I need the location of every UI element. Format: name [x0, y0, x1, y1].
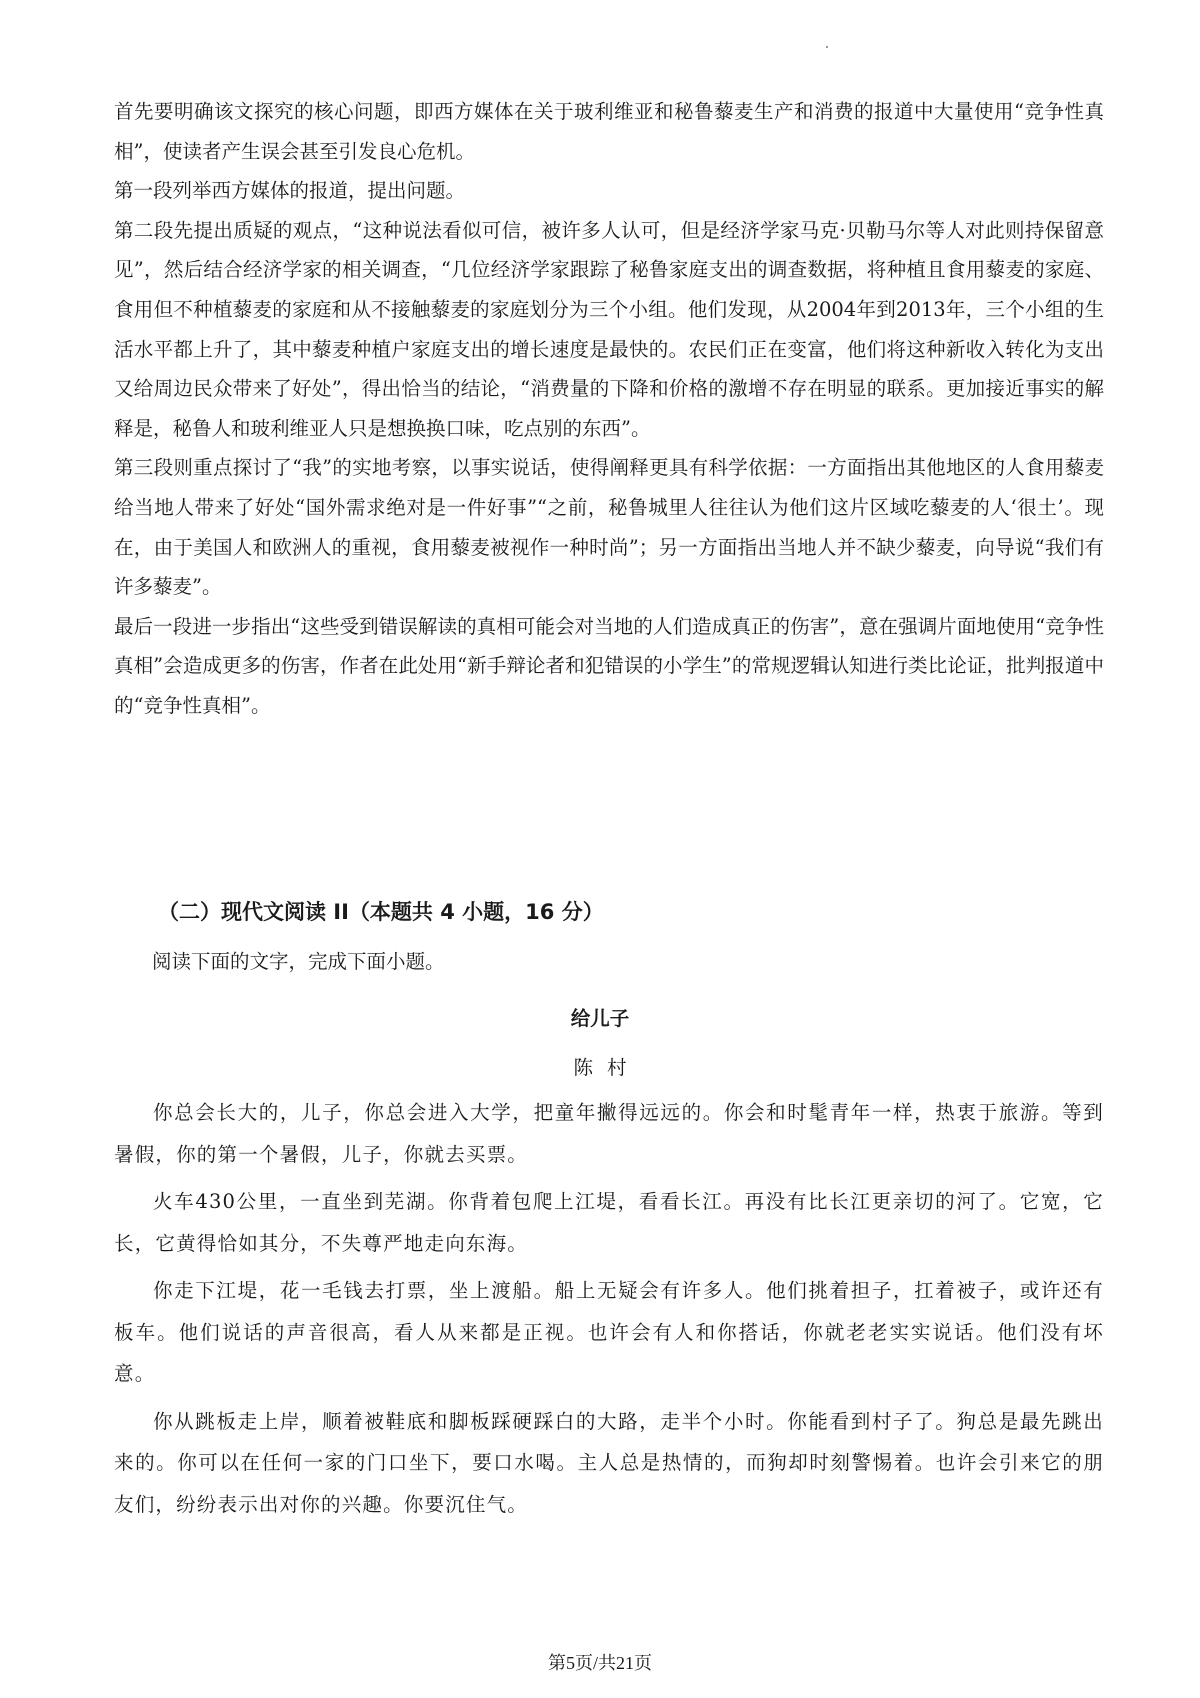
essay-paragraph: 你总会长大的，儿子，你总会进入大学，把童年撇得远远的。你会和时髦青年一样，热衷于旅游。等到暑假，你的第一个暑假，儿子，你就去买票。 — [114, 1101, 1104, 1166]
section-heading: （二）现代文阅读 II（本题共 4 小题，16 分） — [158, 900, 604, 924]
essay-author: 陈村 — [573, 1056, 641, 1079]
essay-body — [114, 1092, 1104, 1531]
essay-paragraph: 你走下江堤，花一毛钱去打票，坐上渡船。船上无疑会有许多人。他们挑着担子，扛着被子，或许还有板车。他们说话的声音很高，看人从来都是正视。也许会有人和你搭话，你就老老实实说话。他们没有坏意。 — [114, 1279, 1104, 1385]
analysis-paragraph: 最后一段进一步指出“这些受到错误解读的真相可能会对当地的人们造成真正的伤害”，意在强调片面地使用“竞争性真相”会造成更多的伤害，作者在此处用“新手辩论者和犯错误的小学生”的常规逻辑认知进行类比论证，批判报道中的“竞争性真相”。 — [114, 614, 1104, 717]
analysis-paragraph: 第二段先提出质疑的观点，“这种说法看似可信，被许多人认可，但是经济学家马克·贝勒马尔等人对此则持保留意见”，然后结合经济学家的相关调查，“几位经济学家跟踪了秘鲁家庭支出的调查数据，将种植且食用藜麦的家庭、食用但不种植藜麦的家庭和从不接触藜麦的家庭划分为三个小组。他们发现，从2004年到2013年，三个小组的生活水平都上升了，其中藜麦种植户家庭支出的增长速度是最快的。农民们正在变富，他们将这种新收入转化为支出又给周边民众带来了好处”，得出恰当的结论，“消费量的下降和价格的激增不存在明显的联系。更加接近事实的解释是，秘鲁人和玻利维亚人只是想换换口味，吃点别的东西”。 — [114, 218, 1104, 440]
analysis-paragraph: 首先要明确该文探究的核心问题，即西方媒体在关于玻利维亚和秘鲁藜麦生产和消费的报道中大量使用“竞争性真相”，使读者产生误会甚至引发良心危机。 — [114, 100, 1104, 163]
analysis-paragraph: 第三段则重点探讨了“我”的实地考察，以事实说话，使得阐释更具有科学依据：一方面指出其他地区的人食用藜麦给当地人带来了好处“国外需求绝对是一件好事”“之前，秘鲁城里人往往认为他们这片区域吃藜麦的人‘很土’。现在，由于美国人和欧洲人的重视，食用藜麦被视作一种时尚”；另一方面指出当地人并不缺少藜麦，向导说“我们有许多藜麦”。 — [114, 456, 1104, 599]
reading-instruction: 阅读下面的文字，完成下面小题。 — [152, 950, 445, 973]
answer-analysis — [114, 92, 1104, 726]
essay-paragraph: 你从跳板走上岸，顺着被鞋底和脚板踩硬踩白的大路，走半个小时。你能看到村子了。狗总是最先跳出来的。你可以在任何一家的门口坐下，要口水喝。主人总是热情的，而狗却时刻警惕着。也许会引来它的朋友们，纷纷表示出对你的兴趣。你要沉住气。 — [114, 1409, 1104, 1516]
scan-speck — [826, 46, 828, 48]
page-number: 第5页/共21页 — [547, 1653, 652, 1673]
analysis-paragraph: 第一段列举西方媒体的报道，提出问题。 — [114, 179, 466, 203]
essay-title: 给儿子 — [570, 1007, 630, 1030]
essay-paragraph: 火车430公里，一直坐到芜湖。你背着包爬上江堤，看看长江。再没有比长江更亲切的河了。它宽，它长，它黄得恰如其分，不失尊严地走向东海。 — [114, 1190, 1104, 1255]
